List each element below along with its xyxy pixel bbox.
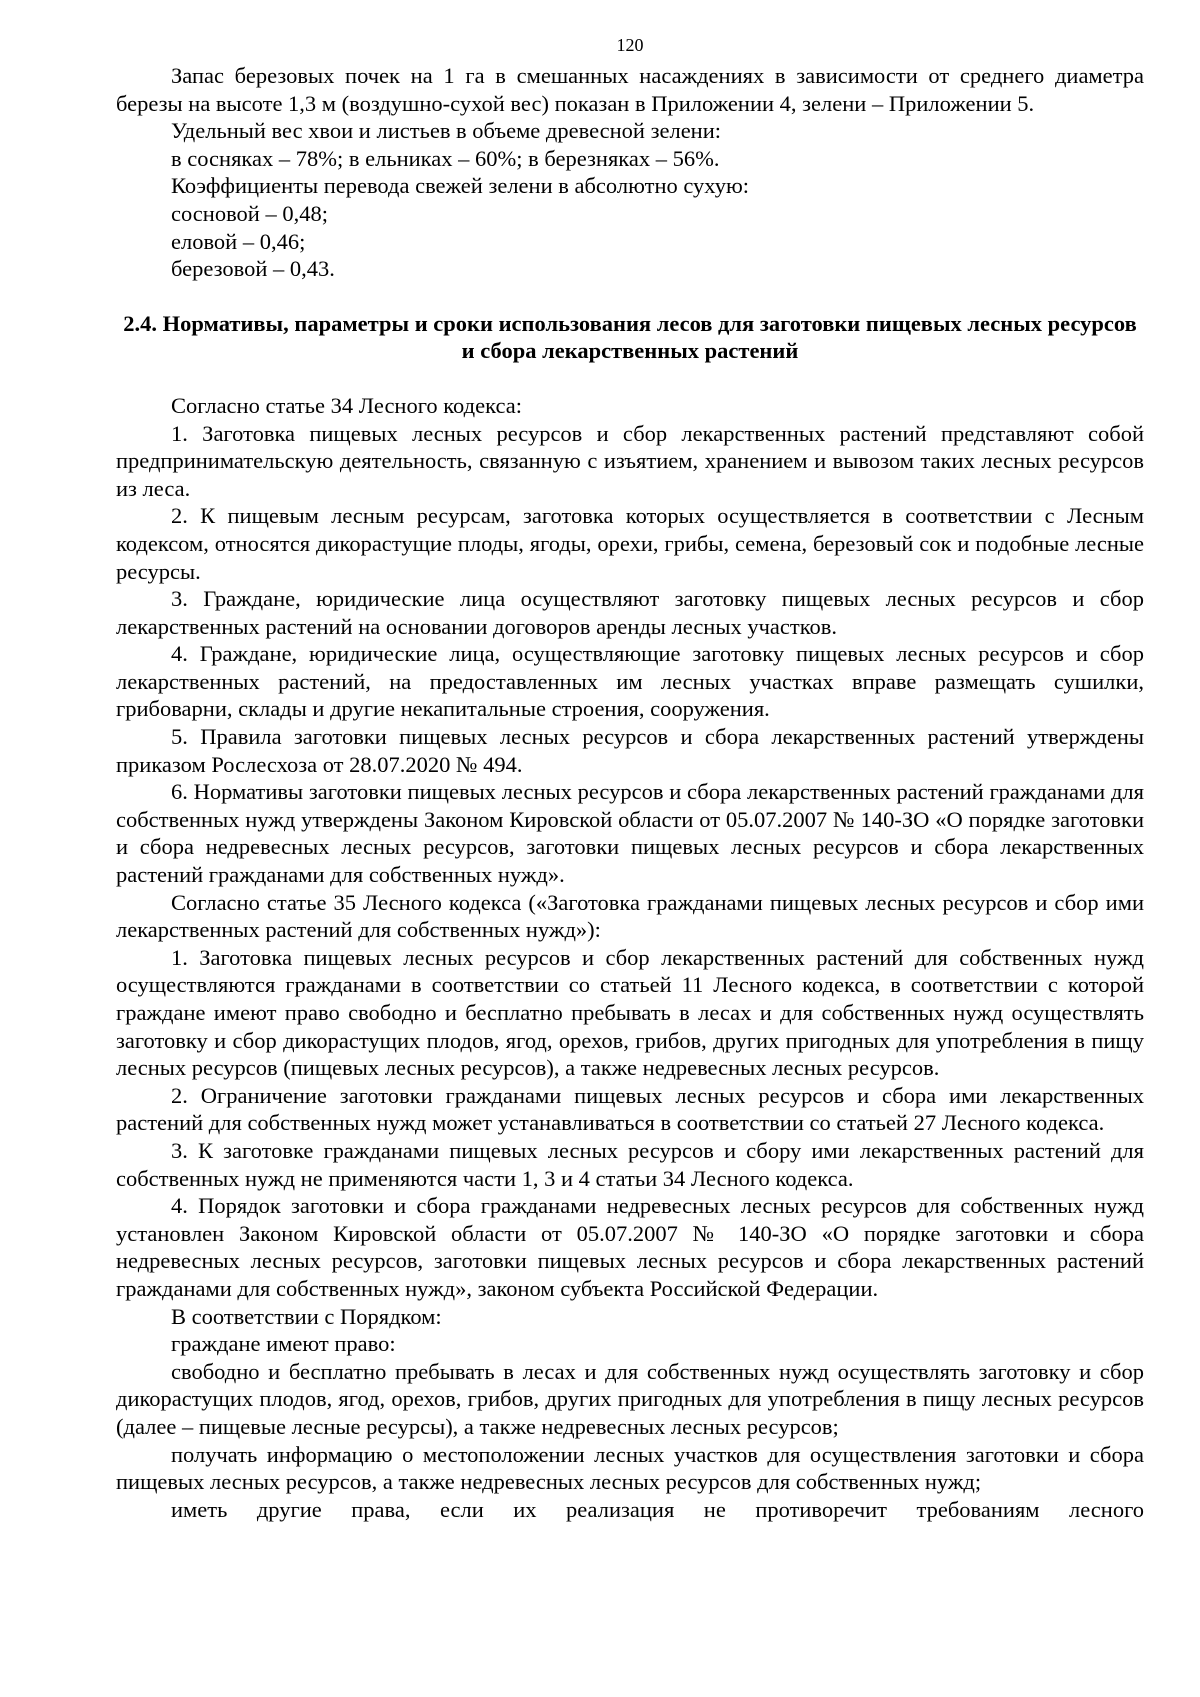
paragraph: березовой – 0,43. [171,256,335,282]
paragraph: иметь другие права, если их реализация не противоречит требованиям лесного [171,1496,1144,1522]
paragraph: еловой – 0,46; [171,228,306,254]
paragraph: 2. Ограничение заготовки гражданами пищевых лесных ресурсов и сбора ими лекарственных растений для собственных нужд может устанавливаться в соответствии со статьей 27 Лесного кодекса. [116,1082,1144,1136]
paragraph: сосновой – 0,48; [171,200,328,226]
paragraph: Согласно статье 34 Лесного кодекса: [171,392,522,418]
paragraph: 5. Правила заготовки пищевых лесных ресурсов и сбора лекарственных растений утверждены приказом Рослесхоза от 28.07.2020 № 494. [116,724,1144,777]
paragraph: 1. Заготовка пищевых лесных ресурсов и сбор лекарственных растений представляют собой предпринимательскую деятельность, связанную с изъятием, хранением и вывозом таких лесных ресурсов из леса. [116,420,1144,501]
paragraph: 3. Граждане, юридические лица осуществляют заготовку пищевых лесных ресурсов и сбор лекарственных растений на основании договоров аренды лесных участков. [116,586,1144,639]
paragraph: свободно и бесплатно пребывать в лесах и для собственных нужд осуществлять заготовку и сбор дикорастущих плодов, ягод, орехов, грибов, других пригодных для употребления в пищу лесных ресурсов (далее – пищевые лесные ресурсы), а также недревесных лесных ресурсов; [116,1358,1144,1439]
paragraph: В соответствии с Порядком: [171,1303,442,1329]
paragraph: получать информацию о местоположении лесных участков для осуществления заготовки и сбора пищевых лесных ресурсов, а также недревесных лесных ресурсов для собственных нужд; [116,1441,1144,1495]
paragraph: 3. К заготовке гражданами пищевых лесных ресурсов и сбору ими лекарственных растений для собственных нужд не применяются части 1, 3 и 4 статьи 34 Лесного кодекса. [116,1137,1144,1191]
paragraph: 4. Порядок заготовки и сбора гражданами недревесных лесных ресурсов для собственных нужд установлен Законом Кировской области от 05.07.2007 № 140-ЗО «О порядке заготовки и сбора недревесных лесных ресурсов, заготовки пищевых лесных ресурсов и сбора лекарственных растений гражданами для собственных нужд», законом субъекта Российской Федерации. [116,1193,1144,1301]
paragraph: 4. Граждане, юридические лица, осуществляющие заготовку пищевых лесных ресурсов и сбор лекарственных растений, на предоставленных им лесных участках вправе размещать сушилки, грибоварни, склады и другие некапитальные строения, сооружения. [116,641,1144,722]
paragraph: Запас березовых почек на 1 га в смешанных насаждениях в зависимости от среднего диаметра березы на высоте 1,3 м (воздушно-сухой вес) показан в Приложении 4, зелени – Приложении 5. [116,63,1144,116]
paragraph: Удельный вес хвои и листьев в объеме древесной зелени: [171,118,722,144]
paragraph: 1. Заготовка пищевых лесных ресурсов и сбор лекарственных растений для собственных нужд осуществляются гражданами в соответствии со статьей 11 Лесного кодекса, в соответствии с которой граждане имеют право свободно и бесплатно пребывать в лесах и для собственных нужд осуществлять заготовку и сбор дикорастущих плодов, ягод, орехов, грибов, других пригодных для употребления в пищу лесных ресурсов (пищевых лесных ресурсов), а также недревесных лесных ресурсов. [116,944,1144,1081]
page-number: 120 [616,35,644,55]
paragraph: Коэффициенты перевода свежей зелени в абсолютно сухую: [171,173,750,199]
paragraph: Согласно статье 35 Лесного кодекса («Заготовка гражданами пищевых лесных ресурсов и сбор ими лекарственных растений для собственных нужд»): [116,889,1144,943]
paragraph: граждане имеют право: [171,1331,396,1357]
document-page [116,36,1144,1523]
paragraph: 6. Нормативы заготовки пищевых лесных ресурсов и сбора лекарственных растений гражданами для собственных нужд утверждены Законом Кировской области от 05.07.2007 № 140-ЗО «О порядке заготовки и сбора недревесных лесных ресурсов, заготовки пищевых лесных ресурсов и сбора лекарственных растений гражданами для собственных нужд». [116,779,1144,888]
section-heading: 2.4. Нормативы, параметры и сроки использования лесов для заготовки пищевых лесных ресурсов и сбора лекарственных растений [123,310,1137,364]
paragraph: 2. К пищевым лесным ресурсам, заготовка которых осуществляется в соответствии с Лесным кодексом, относятся дикорастущие плоды, ягоды, орехи, грибы, семена, березовый сок и подобные лесные ресурсы. [116,503,1144,584]
paragraph: в сосняках – 78%; в ельниках – 60%; в березняках – 56%. [171,145,720,171]
